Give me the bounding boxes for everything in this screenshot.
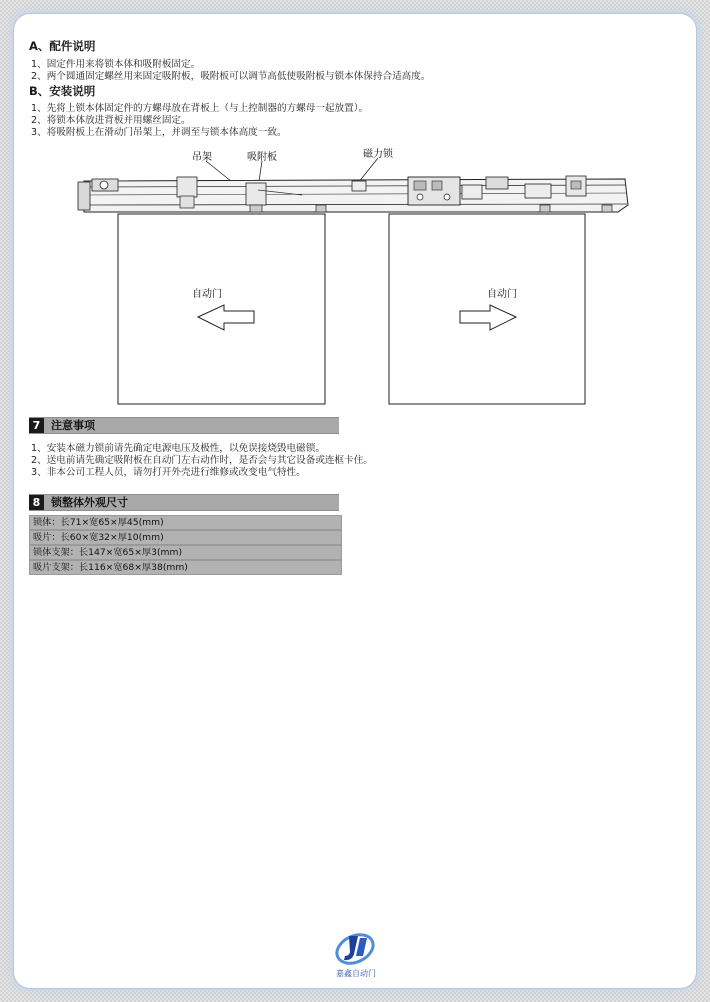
section-b-line-3: 3、将吸附板上在滑动门吊架上，并调至与锁本体高度一致。 (31, 127, 287, 138)
installation-diagram (0, 0, 710, 420)
section-b-line-2: 2、将锁本体放进背板并用螺丝固定。 (31, 115, 191, 126)
notice-title: 注意事项 (51, 419, 95, 432)
brand-logo-icon (334, 928, 376, 968)
dimension-row-lock-body: 锁体：长71×宽65×厚45(mm) (29, 515, 342, 530)
callout-hanger: 吊架 (192, 152, 212, 163)
door-label-left: 自动门 (192, 289, 222, 300)
dimension-row-armature-bracket: 吸片支架：长116×宽68×厚38(mm) (29, 560, 342, 575)
notice-line-1: 1、安装本磁力锁前请先确定电源电压及极性，以免误接烧毁电磁锁。 (31, 443, 325, 454)
section-a-line-1: 1、固定件用来将锁本体和吸附板固定。 (31, 59, 201, 70)
door-label-right: 自动门 (487, 289, 517, 300)
notice-header (29, 417, 339, 434)
dimensions-title: 锁整体外观尺寸 (51, 496, 128, 509)
dimensions-header (29, 494, 339, 511)
dimensions-number: 8 (29, 495, 44, 510)
brand-name: 嘉鑫自动门 (336, 969, 376, 978)
notice-line-3: 3、非本公司工程人员，请勿打开外壳进行维修或改变电气特性。 (31, 467, 306, 478)
section-b-line-1: 1、先将上锁本体固定件的方螺母放在背板上（与上控制器的方螺母一起放置）。 (31, 103, 369, 114)
section-a-title: A、配件说明 (29, 39, 96, 53)
notice-line-2: 2、送电前请先确定吸附板在自动门左右动作时，是否会与其它设备或连框卡住。 (31, 455, 373, 466)
callout-armature-plate: 吸附板 (247, 152, 277, 163)
section-b-title: B、安装说明 (29, 84, 96, 98)
callout-magnetic-lock: 磁力锁 (363, 149, 393, 160)
dimension-row-armature: 吸片：长60×宽32×厚10(mm) (29, 530, 342, 545)
dimension-row-lock-bracket: 锁体支架：长147×宽65×厚3(mm) (29, 545, 342, 560)
notice-number: 7 (29, 418, 44, 433)
section-a-line-2: 2、两个圆通固定螺丝用来固定吸附板，吸附板可以调节高低使吸附板与锁本体保持合适高度。 (31, 71, 431, 82)
